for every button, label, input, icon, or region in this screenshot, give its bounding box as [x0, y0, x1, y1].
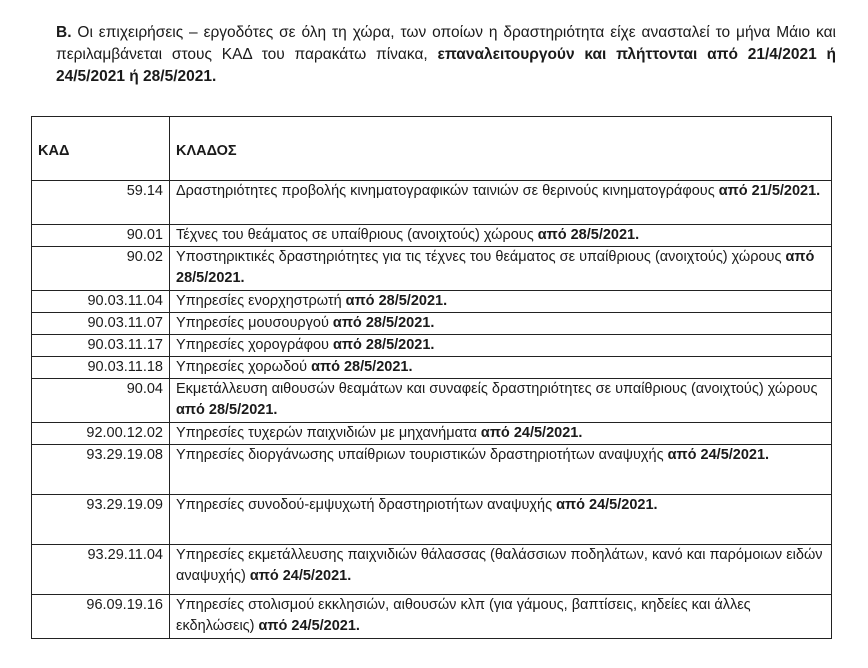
sector-description: [170, 291, 832, 313]
kad-code: 90.01: [32, 225, 170, 247]
sector-description: [170, 423, 832, 445]
kad-code: 92.00.12.02: [32, 423, 170, 445]
kad-code: 96.09.19.16: [32, 595, 170, 639]
sector-description: [170, 595, 832, 639]
table-row: [32, 445, 832, 495]
sector-description: [170, 313, 832, 335]
header-sector: ΚΛΑΔΟΣ: [170, 117, 832, 181]
sector-description: [170, 181, 832, 225]
table-row: [32, 379, 832, 423]
effective-date: από 28/5/2021.: [345, 293, 448, 309]
sector-text: Υπηρεσίες τυχερών παιχνιδιών με μηχανήματα: [176, 425, 481, 441]
table-body: [32, 181, 832, 639]
kad-code: 93.29.19.08: [32, 445, 170, 495]
sector-text: Δραστηριότητες προβολής κινηματογραφικών ταινιών σε θερινούς κινηματογράφους: [176, 183, 719, 199]
kad-table: [31, 116, 832, 639]
kad-code: 90.03.11.17: [32, 335, 170, 357]
header-kad: ΚΑΔ: [32, 117, 170, 181]
effective-date: από 24/5/2021.: [667, 447, 770, 463]
effective-date: από 28/5/2021.: [333, 337, 435, 353]
kad-code: 90.03.11.18: [32, 357, 170, 379]
sector-description: [170, 225, 832, 247]
kad-code: 90.02: [32, 247, 170, 291]
table-row: [32, 545, 832, 595]
table-header-row: [32, 117, 832, 181]
sector-text: Υπηρεσίες χορογράφου: [176, 337, 334, 353]
effective-date: από 28/5/2021.: [332, 315, 435, 331]
table-row: [32, 247, 832, 291]
table-row: [32, 181, 832, 225]
table-row: [32, 423, 832, 445]
effective-date: από 24/5/2021.: [249, 568, 352, 584]
effective-date: από 24/5/2021.: [556, 497, 658, 513]
sector-description: [170, 247, 832, 291]
sector-text: Τέχνες του θεάματος σε υπαίθριους (ανοιχτούς) χώρους: [176, 227, 538, 243]
sector-text: Υπηρεσίες στολισμού εκκλησιών, αιθουσών κλπ (για γάμους, βαπτίσεις, κηδείες και άλλες εκδηλώσεις): [176, 597, 751, 634]
effective-date: από 21/5/2021.: [718, 183, 821, 199]
intro-text: Οι επιχειρήσεις – εργοδότες σε όλη τη χώρα, των οποίων η δραστηριότητα είχε ανασταλεί το μήνα Μάιο και περιλαμβάνεται στους ΚΑΔ του παρακάτω πίνακα,: [56, 24, 836, 63]
table-row: [32, 357, 832, 379]
sector-text: Υπηρεσίες συνοδού-εμψυχωτή δραστηριοτήτων αναψυχής: [176, 497, 557, 513]
kad-code: 90.03.11.07: [32, 313, 170, 335]
sector-text: Εκμετάλλευση αιθουσών θεαμάτων και συναφείς δραστηριότητες σε υπαίθριους (ανοιχτούς) χώρους: [176, 381, 818, 397]
effective-date: από 24/5/2021.: [480, 425, 583, 441]
kad-code: 59.14: [32, 181, 170, 225]
sector-description: [170, 379, 832, 423]
effective-date: από 28/5/2021.: [537, 227, 640, 243]
sector-description: [170, 335, 832, 357]
kad-code: 90.04: [32, 379, 170, 423]
effective-date: από 24/5/2021.: [258, 618, 360, 634]
kad-code: 93.29.19.09: [32, 495, 170, 545]
table-row: [32, 291, 832, 313]
kad-code: 93.29.11.04: [32, 545, 170, 595]
intro-bold-text: επαναλειτουργούν και πλήττονται από 21/4/2021 ή 24/5/2021 ή 28/5/2021.: [56, 46, 836, 85]
sector-text: Υπηρεσίες διοργάνωσης υπαίθριων τουριστικών δραστηριοτήτων αναψυχής: [176, 447, 668, 463]
table-row: [32, 225, 832, 247]
table-row: [32, 495, 832, 545]
kad-code: 90.03.11.04: [32, 291, 170, 313]
sector-description: [170, 357, 832, 379]
effective-date: από 28/5/2021.: [176, 402, 278, 418]
intro-paragraph: [56, 22, 836, 88]
section-label: Β.: [56, 24, 72, 41]
effective-date: από 28/5/2021.: [176, 249, 815, 286]
sector-description: [170, 445, 832, 495]
sector-text: Υπηρεσίες ενορχηστρωτή: [176, 293, 346, 309]
table-row: [32, 313, 832, 335]
sector-description: [170, 545, 832, 595]
effective-date: από 28/5/2021.: [311, 359, 413, 375]
sector-text: Υπηρεσίες χορωδού: [176, 359, 312, 375]
sector-text: Υποστηρικτικές δραστηριότητες για τις τέχνες του θεάματος σε υπαίθριους (ανοιχτούς) χώρους: [176, 249, 786, 265]
table-row: [32, 335, 832, 357]
sector-text: Υπηρεσίες εκμετάλλευσης παιχνιδιών θάλασσας (θαλάσσιων ποδηλάτων, κανό και παρόμοιων ειδών αναψυχής): [176, 547, 823, 584]
sector-description: [170, 495, 832, 545]
table-row: [32, 595, 832, 639]
sector-text: Υπηρεσίες μουσουργού: [176, 315, 333, 331]
